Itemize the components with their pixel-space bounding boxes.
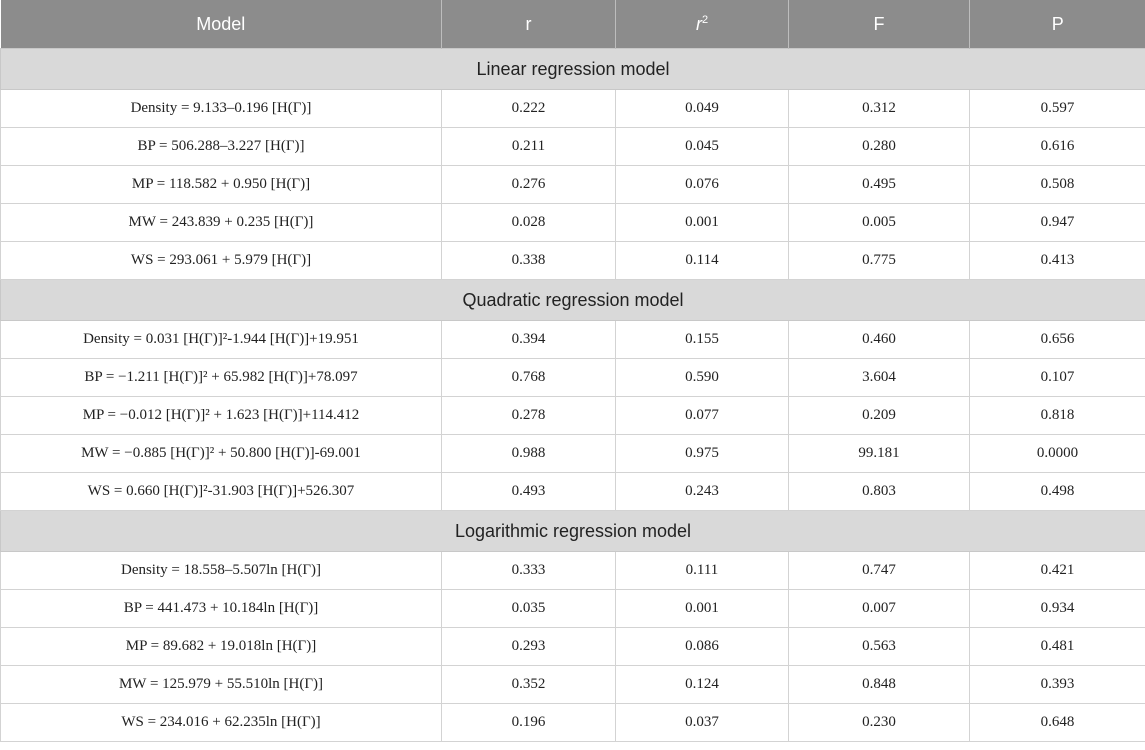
cell-f: 0.495 (789, 166, 970, 204)
table-row (1, 359, 1145, 397)
cell-r: 0.222 (442, 90, 616, 128)
cell-p: 0.481 (970, 628, 1145, 666)
cell-r2: 0.037 (616, 704, 789, 742)
cell-model: BP = 441.473 + 10.184ln [H(Γ)] (1, 590, 442, 628)
cell-r: 0.196 (442, 704, 616, 742)
cell-r: 0.333 (442, 552, 616, 590)
cell-f: 0.005 (789, 204, 970, 242)
cell-f: 0.563 (789, 628, 970, 666)
cell-model: BP = −1.211 [H(Γ)]² + 65.982 [H(Γ)]+78.097 (1, 359, 442, 397)
cell-p: 0.498 (970, 473, 1145, 511)
cell-r: 0.493 (442, 473, 616, 511)
cell-f: 0.848 (789, 666, 970, 704)
cell-r: 0.035 (442, 590, 616, 628)
cell-p: 0.393 (970, 666, 1145, 704)
cell-r2: 0.077 (616, 397, 789, 435)
section-title: Linear regression model (1, 49, 1145, 90)
cell-model: WS = 234.016 + 62.235ln [H(Γ)] (1, 704, 442, 742)
cell-f: 0.460 (789, 321, 970, 359)
cell-r2: 0.590 (616, 359, 789, 397)
table-row (1, 128, 1145, 166)
cell-r2: 0.114 (616, 242, 789, 280)
cell-r: 0.293 (442, 628, 616, 666)
cell-p: 0.508 (970, 166, 1145, 204)
cell-model: WS = 293.061 + 5.979 [H(Γ)] (1, 242, 442, 280)
cell-r2: 0.124 (616, 666, 789, 704)
cell-r2: 0.076 (616, 166, 789, 204)
cell-model: MP = 89.682 + 19.018ln [H(Γ)] (1, 628, 442, 666)
cell-r: 0.211 (442, 128, 616, 166)
table-row (1, 590, 1145, 628)
cell-model: MW = 243.839 + 0.235 [H(Γ)] (1, 204, 442, 242)
table-row (1, 704, 1145, 742)
section-header-row (1, 511, 1145, 552)
col-header-f: F (789, 0, 970, 49)
cell-r: 0.988 (442, 435, 616, 473)
cell-r: 0.028 (442, 204, 616, 242)
cell-f: 0.007 (789, 590, 970, 628)
cell-r2: 0.001 (616, 590, 789, 628)
table-row (1, 242, 1145, 280)
table-row (1, 204, 1145, 242)
cell-r2: 0.086 (616, 628, 789, 666)
cell-p: 0.934 (970, 590, 1145, 628)
section-header-row (1, 280, 1145, 321)
section-title: Logarithmic regression model (1, 511, 1145, 552)
table-row (1, 628, 1145, 666)
table-row (1, 435, 1145, 473)
section-title: Quadratic regression model (1, 280, 1145, 321)
cell-f: 0.803 (789, 473, 970, 511)
cell-f: 0.230 (789, 704, 970, 742)
cell-r2: 0.155 (616, 321, 789, 359)
col-header-r2-exp: 2 (701, 13, 709, 26)
table-row (1, 90, 1145, 128)
cell-p: 0.421 (970, 552, 1145, 590)
cell-model: Density = 0.031 [H(Γ)]²-1.944 [H(Γ)]+19.951 (1, 321, 442, 359)
cell-f: 0.312 (789, 90, 970, 128)
cell-p: 0.648 (970, 704, 1145, 742)
cell-r2: 0.045 (616, 128, 789, 166)
table-row (1, 321, 1145, 359)
cell-f: 0.209 (789, 397, 970, 435)
header-row (1, 0, 1145, 49)
cell-p: 0.413 (970, 242, 1145, 280)
cell-f: 3.604 (789, 359, 970, 397)
cell-p: 0.597 (970, 90, 1145, 128)
cell-r2: 0.049 (616, 90, 789, 128)
cell-f: 99.181 (789, 435, 970, 473)
section-header-row (1, 49, 1145, 90)
cell-p: 0.616 (970, 128, 1145, 166)
table-row (1, 666, 1145, 704)
table-row (1, 552, 1145, 590)
cell-p: 0.107 (970, 359, 1145, 397)
cell-p: 0.818 (970, 397, 1145, 435)
cell-model: Density = 18.558–5.507ln [H(Γ)] (1, 552, 442, 590)
cell-r2: 0.111 (616, 552, 789, 590)
col-header-model: Model (1, 0, 442, 49)
cell-p: 0.656 (970, 321, 1145, 359)
cell-f: 0.280 (789, 128, 970, 166)
cell-r2: 0.975 (616, 435, 789, 473)
cell-r2: 0.243 (616, 473, 789, 511)
cell-r2: 0.001 (616, 204, 789, 242)
cell-r: 0.768 (442, 359, 616, 397)
cell-r: 0.276 (442, 166, 616, 204)
cell-p: 0.947 (970, 204, 1145, 242)
col-header-p: P (970, 0, 1145, 49)
cell-model: MP = 118.582 + 0.950 [H(Γ)] (1, 166, 442, 204)
table-row (1, 166, 1145, 204)
col-header-r: r (442, 0, 616, 49)
col-header-r2 (616, 0, 789, 49)
cell-model: Density = 9.133–0.196 [H(Γ)] (1, 90, 442, 128)
cell-model: WS = 0.660 [H(Γ)]²-31.903 [H(Γ)]+526.307 (1, 473, 442, 511)
cell-r: 0.338 (442, 242, 616, 280)
cell-r: 0.394 (442, 321, 616, 359)
cell-model: BP = 506.288–3.227 [H(Γ)] (1, 128, 442, 166)
table-row (1, 397, 1145, 435)
cell-f: 0.775 (789, 242, 970, 280)
cell-p: 0.0000 (970, 435, 1145, 473)
cell-model: MP = −0.012 [H(Γ)]² + 1.623 [H(Γ)]+114.412 (1, 397, 442, 435)
cell-r: 0.278 (442, 397, 616, 435)
cell-model: MW = −0.885 [H(Γ)]² + 50.800 [H(Γ)]-69.001 (1, 435, 442, 473)
cell-f: 0.747 (789, 552, 970, 590)
table-row (1, 473, 1145, 511)
col-header-r2-base: r (695, 13, 702, 34)
cell-r: 0.352 (442, 666, 616, 704)
cell-model: MW = 125.979 + 55.510ln [H(Γ)] (1, 666, 442, 704)
